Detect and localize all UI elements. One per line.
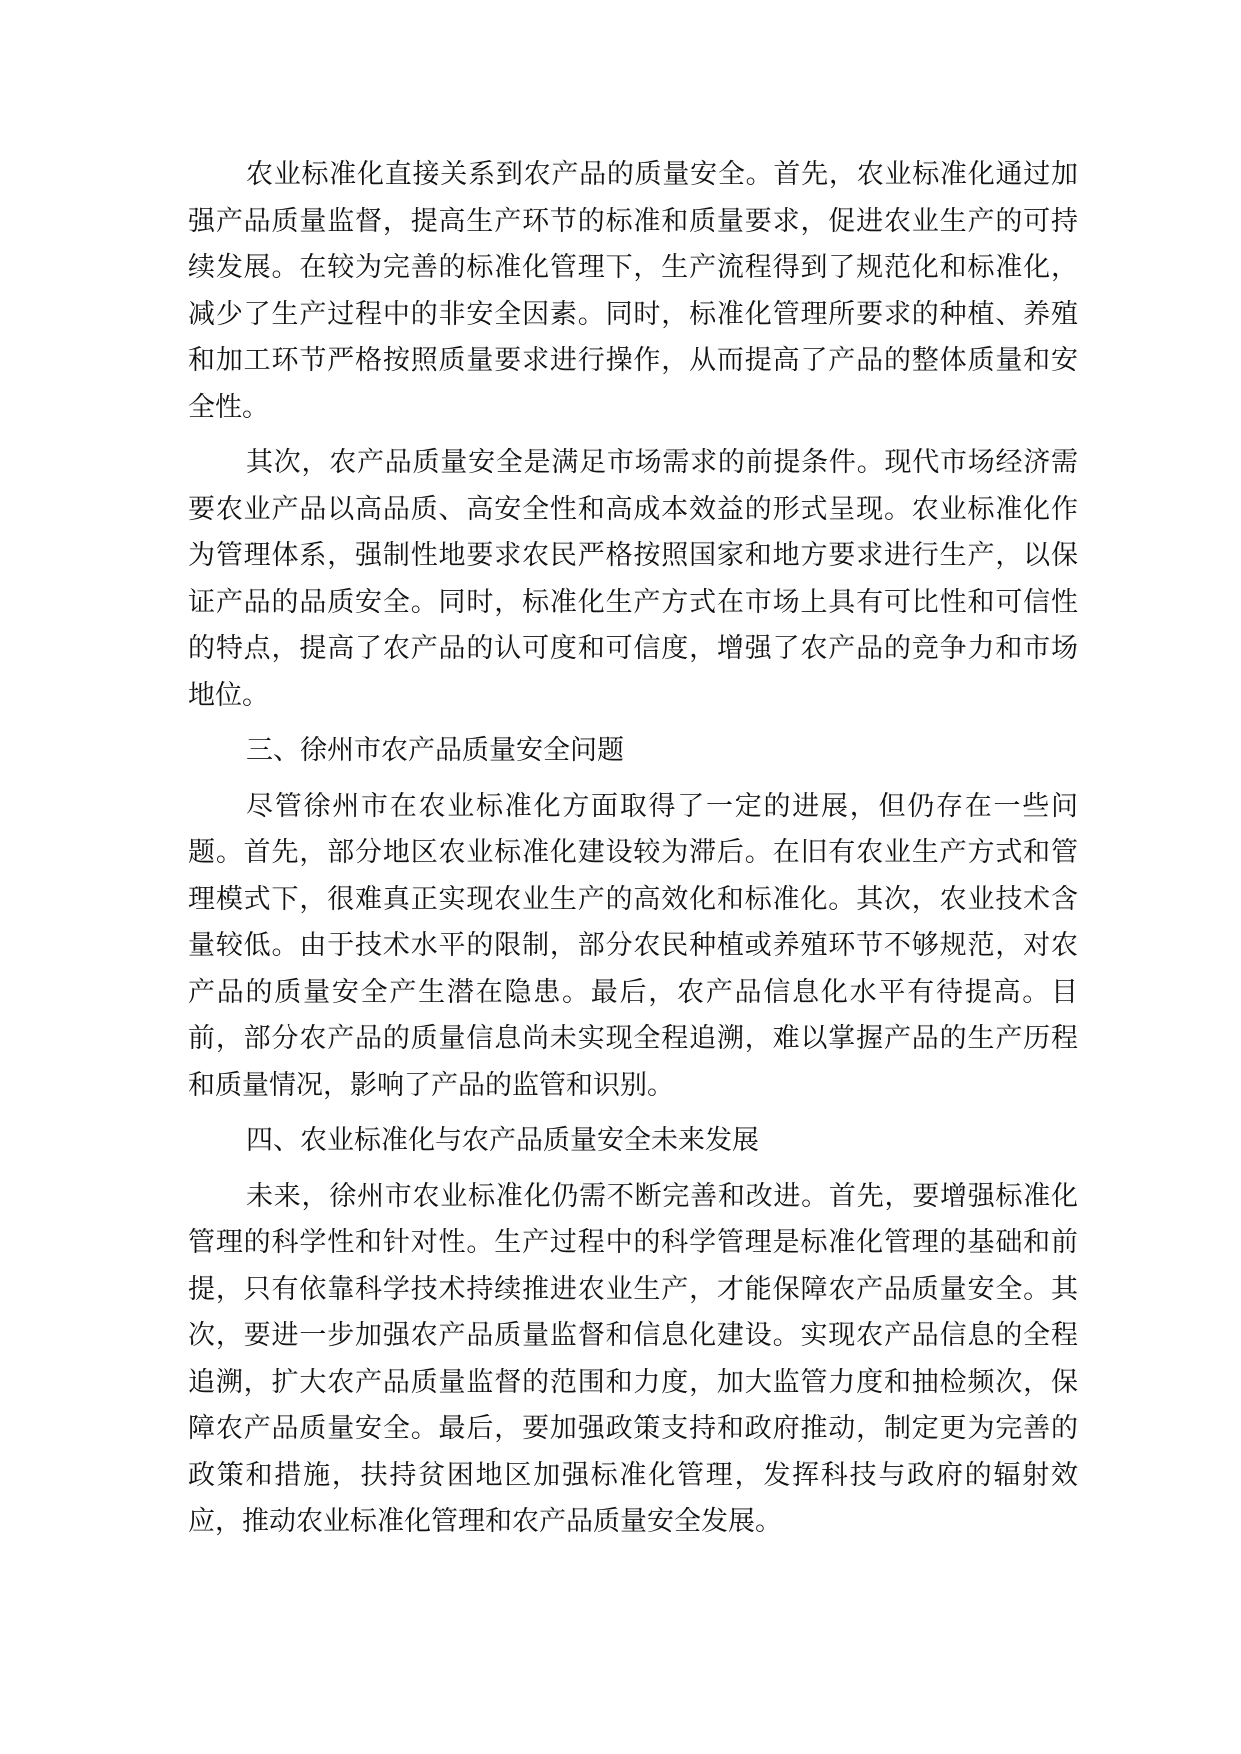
paragraph-future-development: 未来，徐州市农业标准化仍需不断完善和改进。首先，要增强标准化管理的科学性和针对性。生产过程中的科学管理是标准化管理的基础和前提，只有依靠科学技术持续推进农业生产，才能保障农产品质量安全。其次，要进一步加强农产品质量监督和信息化建设。实现农产品信息的全程追溯，扩大农产品质量监督的范围和力度，加大监管力度和抽检频次，保障农产品质量安全。最后，要加强政策支持和政府推动，制定更为完善的政策和措施，扶持贫困地区加强标准化管理，发挥科技与政府的辐射效应，推动农业标准化管理和农产品质量安全发展。 [188, 1180, 1078, 1537]
paragraph-standardization-quality: 农业标准化直接关系到农产品的质量安全。首先，农业标准化通过加强产品质量监督，提高生产环节的标准和质量要求，促进农业生产的可持续发展。在较为完善的标准化管理下，生产流程得到了规范化和标准化，减少了生产过程中的非安全因素。同时，标准化管理所要求的种植、养殖和加工环节严格按照质量要求进行操作，从而提高了产品的整体质量和安全性。 [188, 159, 1078, 423]
section-heading-3: 三、徐州市农产品质量安全问题 [246, 735, 624, 766]
section-heading-4: 四、农业标准化与农产品质量安全未来发展 [246, 1125, 759, 1156]
paragraph-xuzhou-problems: 尽管徐州市在农业标准化方面取得了一定的进展，但仍存在一些问题。首先，部分地区农业标准化建设较为滞后。在旧有农业生产方式和管理模式下，很难真正实现农业生产的高效化和标准化。其次，农业技术含量较低。由于技术水平的限制，部分农民种植或养殖环节不够规范，对农产品的质量安全产生潜在隐患。最后，农产品信息化水平有待提高。目前，部分农产品的质量信息尚未实现全程追溯，难以掌握产品的生产历程和质量情况，影响了产品的监管和识别。 [188, 790, 1078, 1101]
document-body [188, 152, 1078, 1555]
paragraph-market-demand: 其次，农产品质量安全是满足市场需求的前提条件。现代市场经济需要农业产品以高品质、高安全性和高成本效益的形式呈现。农业标准化作为管理体系，强制性地要求农民严格按照国家和地方要求进行生产，以保证产品的品质安全。同时，标准化生产方式在市场上具有可比性和可信性的特点，提高了农产品的认可度和可信度，增强了农产品的竞争力和市场地位。 [188, 447, 1078, 711]
